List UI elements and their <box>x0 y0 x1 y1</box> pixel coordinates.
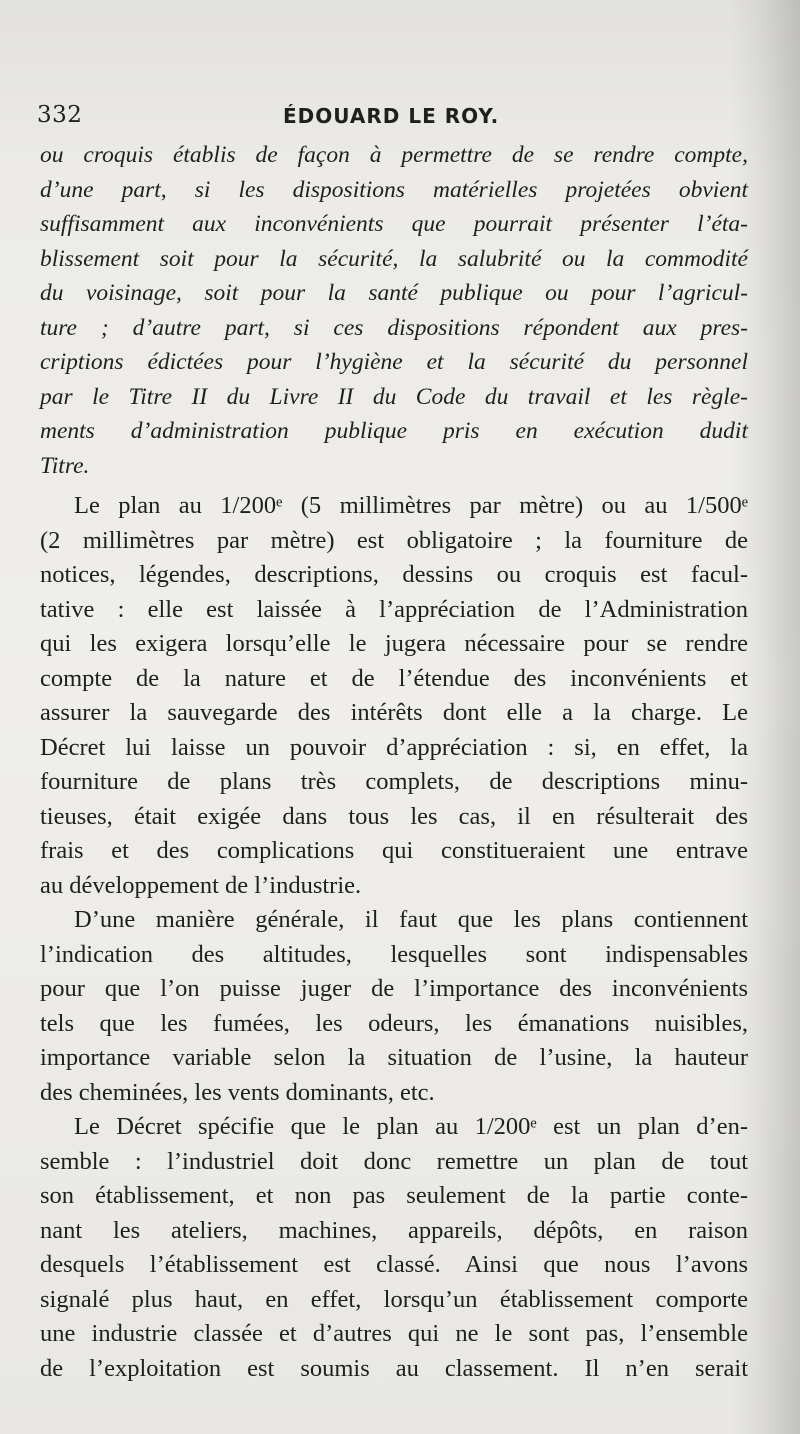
text-line: des cheminées, les vents dominants, etc. <box>40 1078 435 1106</box>
text-line: Décret lui laisse un pouvoir d’appréciation : si, en effet, la <box>40 733 748 761</box>
italic-quotation <box>40 138 748 483</box>
text-line: blissement soit pour la sécurité, la salubrité ou la commodité <box>40 245 748 272</box>
text-line: (2 millimètres par mètre) est obligatoire ; la fourniture de <box>40 526 748 554</box>
text-line: ou croquis établis de façon à permettre de se rendre compte, <box>40 142 748 168</box>
text-line: l’indication des altitudes, lesquelles sont indispensables <box>40 940 748 968</box>
text-line: frais et des complications qui constitueraient une entrave <box>40 837 748 864</box>
page-header <box>37 102 747 132</box>
text-line: par le Titre II du Livre II du Code du travail et les règle- <box>40 383 748 410</box>
paragraph <box>40 903 748 1110</box>
paragraph <box>40 489 748 903</box>
text-line: pour que l’on puisse juger de l’importance des inconvénients <box>40 975 748 1002</box>
text-line: du voisinage, soit pour la santé publique ou pour l’agricul- <box>40 280 748 306</box>
text-line: au développement de l’industrie. <box>40 871 362 899</box>
text-line: criptions édictées pour l’hygiène et la sécurité du personnel <box>40 349 748 375</box>
text-line: Titre. <box>40 452 90 479</box>
page-number: 332 <box>37 102 83 128</box>
text-line: D’une manière générale, il faut que les plans contiennent <box>74 906 748 933</box>
text-line: qui les exigera lorsqu’elle le jugera nécessaire pour se rendre <box>40 630 748 657</box>
text-line: tative : elle est laissée à l’appréciation de l’Administration <box>40 595 748 623</box>
running-head: ÉDOUARD LE ROY. <box>283 104 500 128</box>
text-line: son établissement, et non pas seulement de la partie conte- <box>40 1182 748 1209</box>
text-line: fourniture de plans très complets, de descriptions minu- <box>40 768 748 795</box>
text-line: une industrie classée et d’autres qui ne le sont pas, l’ensemble <box>40 1320 748 1347</box>
text-line: suffisamment aux inconvénients que pourrait présenter l’éta- <box>40 211 748 237</box>
text-line: signalé plus haut, en effet, lorsqu’un établissement comporte <box>40 1285 748 1313</box>
text-line: de l’exploitation est soumis au classement. Il n’en serait <box>40 1354 748 1382</box>
text-line: ments d’administration publique pris en exécution dudit <box>40 418 748 444</box>
text-line: semble : l’industriel doit donc remettre un plan de tout <box>40 1147 748 1175</box>
text-line: notices, légendes, descriptions, dessins ou croquis est facul- <box>40 561 748 588</box>
text-line: importance variable selon la situation de l’usine, la hauteur <box>40 1044 748 1071</box>
text-line: d’une part, si les dispositions matérielles projetées obvient <box>40 176 748 203</box>
text-line: tels que les fumées, les odeurs, les émanations nuisibles, <box>40 1009 748 1037</box>
text-line: compte de la nature et de l’étendue des inconvénients et <box>40 664 748 692</box>
text-line: tieuses, était exigée dans tous les cas, il en résulterait des <box>40 802 748 830</box>
text-line: nant les ateliers, machines, appareils, dépôts, en raison <box>40 1216 748 1244</box>
text-line: Le Décret spécifie que le plan au 1/200ᵉ est un plan d’en- <box>74 1113 748 1140</box>
body-text <box>40 138 748 1386</box>
text-line: ture ; d’autre part, si ces dispositions répondent aux pres- <box>40 314 748 341</box>
text-line: Le plan au 1/200ᵉ (5 millimètres par mètre) ou au 1/500ᵉ <box>74 492 748 519</box>
text-line: assurer la sauvegarde des intérêts dont elle a la charge. Le <box>40 699 748 726</box>
paragraph <box>40 1110 748 1386</box>
text-line: desquels l’établissement est classé. Ainsi que nous l’avons <box>40 1251 748 1278</box>
